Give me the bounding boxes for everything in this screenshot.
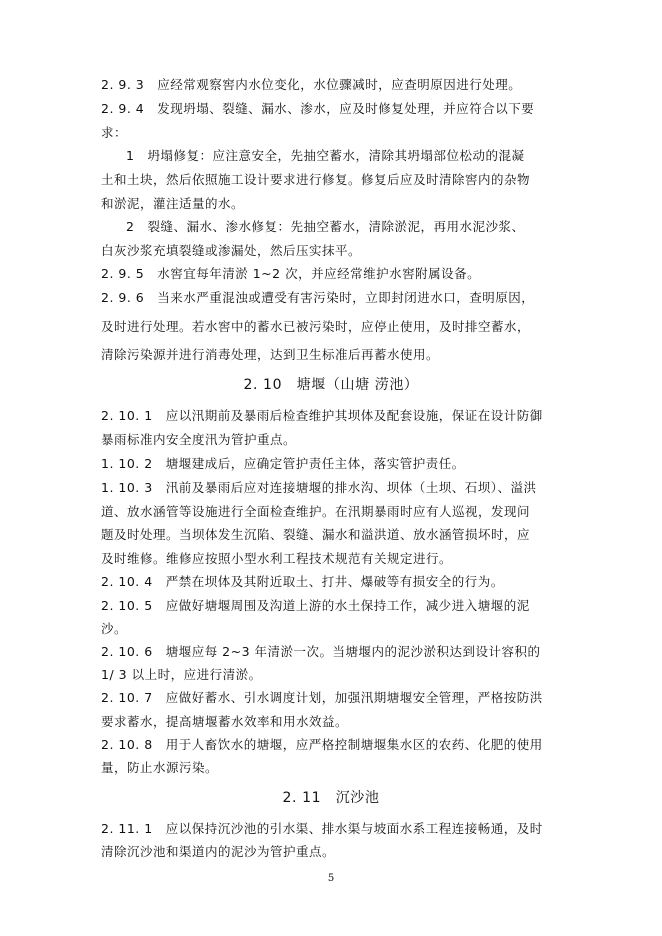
clause-2-10-8: 2. 10. 8 用于人畜饮水的塘堰，应严格控制塘堰集水区的农药、化肥的使用 (101, 737, 543, 752)
clause-2-10-4: 2. 10. 4 严禁在坝体及其附近取土、打井、爆破等有损安全的行为。 (101, 574, 504, 589)
clause-2-10-7-cont: 要求蓄水，提高塘堰蓄水效率和用水效益。 (101, 714, 349, 729)
clause-2-9-6-cont-a: 及时进行处理。若水窖中的蓄水已被污染时，应停止使用，及时排空蓄水， (101, 319, 531, 334)
section-heading-2-11: 2. 11 沉沙池 (282, 790, 380, 806)
clause-1-10-2: 1. 10. 2 塘堰建成后，应确定管护责任主体，落实管护责任。 (101, 456, 465, 471)
clause-2-10-6-cont: 1/ 3 以上时，应进行清淤。 (101, 667, 262, 682)
clause-2-10-8-cont: 量，防止水源污染。 (101, 760, 219, 775)
item-1-cont-b: 和淤泥，灌注适量的水。 (101, 196, 245, 211)
clause-1-10-3-cont-b: 题及时处理。当坝体发生沉陷、裂缝、漏水和溢洪道、放水涵管损坏时，应 (101, 527, 531, 542)
clause-2-9-4-cont: 求： (101, 125, 128, 140)
clause-2-9-5: 2. 9. 5 水窖宜每年清淤 1~2 次，并应经常维护水窖附属设备。 (101, 266, 481, 281)
clause-2-11-1-cont: 清除沉沙池和渠道内的泥沙为管护重点。 (101, 844, 336, 859)
clause-2-11-1: 2. 11. 1 应以保持沉沙池的引水渠、排水渠与坡面水系工程连接畅通，及时 (101, 821, 543, 836)
clause-2-9-3: 2. 9. 3 应经常观察窖内水位变化，水位骤减时，应查明原因进行处理。 (101, 77, 522, 92)
clause-2-10-6: 2. 10. 6 塘堰应每 2~3 年清淤一次。当塘堰内的泥沙淤积达到设计容积的 (101, 644, 541, 659)
clause-1-10-3-cont-c: 及时维修。维修应按照小型水利工程技术规范有关规定进行。 (101, 551, 453, 566)
page-number: 5 (327, 873, 335, 884)
clause-2-10-5: 2. 10. 5 应做好塘堰周围及沟道上游的水土保持工作，减少进入塘堰的泥 (101, 598, 530, 613)
item-2-crack-repair: 2 裂缝、漏水、渗水修复：先抽空蓄水，清除淤泥，再用水泥沙浆、 (126, 219, 525, 234)
clause-2-9-4: 2. 9. 4 发现坍塌、裂缝、漏水、渗水，应及时修复处理，并应符合以下要 (101, 101, 535, 116)
item-2-cont: 白灰沙浆充填裂缝或渗漏处，然后压实抹平。 (101, 243, 362, 258)
clause-2-10-1-cont: 暴雨标准内安全度汛为管护重点。 (101, 432, 297, 447)
clause-2-9-6: 2. 9. 6 当来水严重混浊或遭受有害污染时，立即封闭进水口，查明原因， (101, 290, 535, 305)
item-1-collapse-repair: 1 坍塌修复：应注意安全，先抽空蓄水，清除其坍塌部位松动的混凝 (126, 148, 525, 163)
item-1-cont-a: 土和土块，然后依照施工设计要求进行修复。修复后应及时清除窖内的杂物 (101, 172, 531, 187)
clause-1-10-3: 1. 10. 3 汛前及暴雨后应对连接塘堰的排水沟、坝体（土坝、石坝）、溢洪 (101, 480, 537, 495)
clause-2-10-5-cont: 沙。 (101, 621, 128, 636)
clause-2-9-6-cont-b: 清除污染源并进行消毒处理，达到卫生标准后再蓄水使用。 (101, 347, 440, 362)
clause-1-10-3-cont-a: 道、放水涵管等设施进行全面检查维护。在汛期暴雨时应有人巡视，发现问 (101, 504, 531, 519)
section-heading-2-10: 2. 10 塘堰（山塘 涝池） (243, 377, 419, 393)
clause-2-10-1: 2. 10. 1 应以汛期前及暴雨后检查维护其坝体及配套设施，保证在设计防御 (101, 408, 543, 423)
clause-2-10-7: 2. 10. 7 应做好蓄水、引水调度计划，加强汛期塘堰安全管理，严格按防洪 (101, 690, 543, 705)
